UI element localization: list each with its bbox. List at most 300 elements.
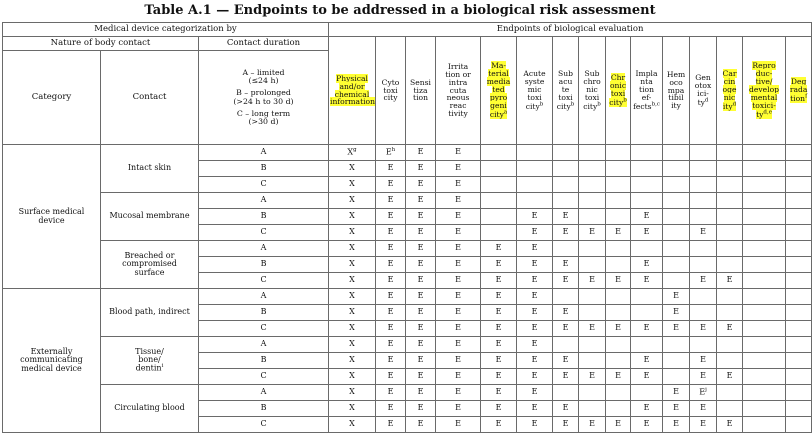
endpoint-cell: E	[517, 241, 553, 257]
endpoint-cell: E	[436, 401, 481, 417]
endpoint-cell: E	[690, 401, 717, 417]
endpoint-cell	[631, 145, 663, 161]
endpoint-cell: E	[553, 369, 579, 385]
endpoint-label: Chr onic toxi city$^b$	[609, 73, 627, 107]
endpoint-cell: E	[606, 417, 631, 433]
duration-cell: B	[199, 401, 329, 417]
endpoint-cell	[786, 321, 812, 337]
endpoint-cell	[786, 289, 812, 305]
endpoint-cell	[743, 193, 786, 209]
endpoint-cell	[579, 161, 606, 177]
category-header: Category	[3, 51, 101, 145]
endpoint-cell: E	[376, 305, 406, 321]
endpoint-cell: E	[406, 369, 436, 385]
endpoint-cell	[786, 177, 812, 193]
endpoint-cell: E	[481, 321, 517, 337]
endpoint-cell: E	[436, 225, 481, 241]
endpoint-cell: E	[406, 337, 436, 353]
endpoint-cell: E	[406, 417, 436, 433]
endpoint-cell: E	[553, 401, 579, 417]
endpoint-cell	[786, 161, 812, 177]
endpoint-cell	[579, 289, 606, 305]
endpoint-degradation	[786, 37, 812, 145]
endpoint-cell	[743, 401, 786, 417]
endpoint-cell	[743, 369, 786, 385]
endpoint-cell: E	[606, 369, 631, 385]
endpoint-cell	[606, 241, 631, 257]
cell-footnote-mark: h	[391, 146, 396, 153]
table-row	[3, 145, 812, 161]
endpoint-cell: E	[436, 305, 481, 321]
endpoint-label: Cyto toxi city	[381, 77, 400, 103]
endpoint-cell: X	[329, 305, 376, 321]
endpoint-physical-chemical	[329, 37, 376, 145]
endpoint-cell	[553, 193, 579, 209]
endpoint-cell	[481, 225, 517, 241]
endpoint-irritation	[436, 37, 481, 145]
endpoint-cell: E	[517, 289, 553, 305]
endpoint-cell: E	[517, 353, 553, 369]
endpoint-label: Sub chro nic toxi city$^b$	[583, 69, 601, 111]
endpoint-cell	[717, 225, 743, 241]
endpoint-cell	[717, 257, 743, 273]
endpoint-cell	[717, 353, 743, 369]
endpoint-cell	[690, 305, 717, 321]
endpoint-cell: X	[329, 257, 376, 273]
duration-legend-line: A – limited	[242, 67, 285, 77]
endpoint-cell	[517, 193, 553, 209]
endpoint-cell: E	[436, 369, 481, 385]
endpoint-cell: E	[406, 305, 436, 321]
endpoint-cell: E	[631, 209, 663, 225]
endpoint-cell: $E^h$	[376, 145, 406, 161]
endpoint-acute-systemic-toxicity	[517, 37, 553, 145]
endpoint-cell	[579, 305, 606, 321]
duration-legend-line: B – prolonged	[236, 88, 291, 98]
endpoint-footnote-mark: d,e	[763, 109, 772, 116]
endpoint-cell: E	[376, 241, 406, 257]
endpoint-label: Sensi tiza tion	[410, 77, 431, 103]
endpoint-cell: E	[481, 337, 517, 353]
endpoint-cell: E	[579, 417, 606, 433]
endpoint-cell: E	[606, 273, 631, 289]
endpoint-cell	[663, 177, 690, 193]
endpoint-cell: E	[376, 353, 406, 369]
endpoint-cell: X	[329, 241, 376, 257]
endpoint-cell	[690, 289, 717, 305]
duration-cell: A	[199, 145, 329, 161]
endpoint-cell: E	[481, 241, 517, 257]
endpoint-cell	[517, 177, 553, 193]
endpoint-cell	[690, 161, 717, 177]
endpoint-cell	[663, 241, 690, 257]
endpoint-cell: E	[631, 225, 663, 241]
endpoint-cell: $X^g$	[329, 145, 376, 161]
endpoint-cell: E	[553, 273, 579, 289]
endpoint-cell: E	[663, 305, 690, 321]
endpoint-cell	[606, 145, 631, 161]
endpoint-cell: E	[406, 145, 436, 161]
endpoint-cell	[579, 145, 606, 161]
endpoint-cell	[786, 417, 812, 433]
endpoint-cell	[579, 209, 606, 225]
endpoint-cell: E	[436, 353, 481, 369]
endpoint-cell	[553, 337, 579, 353]
endpoint-cell: X	[329, 161, 376, 177]
endpoint-cell	[631, 241, 663, 257]
endpoint-cell: X	[329, 401, 376, 417]
endpoint-cell	[743, 225, 786, 241]
endpoint-cell: E	[406, 385, 436, 401]
endpoint-cell: E	[517, 273, 553, 289]
endpoint-cell: E	[579, 321, 606, 337]
endpoint-cell: E	[436, 321, 481, 337]
endpoint-cell: E	[436, 273, 481, 289]
endpoint-label: Impla nta tion ef- fects$^{b,c}$	[633, 69, 660, 111]
endpoint-cell	[579, 257, 606, 273]
endpoint-cell	[553, 145, 579, 161]
endpoint-cell	[743, 305, 786, 321]
endpoint-cell	[786, 225, 812, 241]
duration-cell: B	[199, 161, 329, 177]
endpoint-cell: E	[606, 321, 631, 337]
endpoint-cell: E	[663, 417, 690, 433]
endpoint-cell: E	[553, 257, 579, 273]
duration-cell: A	[199, 289, 329, 305]
endpoint-cell: E	[690, 353, 717, 369]
contact-header: Contact	[101, 51, 199, 145]
endpoint-cell	[690, 241, 717, 257]
endpoint-cell: E	[517, 385, 553, 401]
endpoint-footnote-mark: b	[623, 97, 627, 104]
endpoint-cell	[606, 289, 631, 305]
endpoint-cell: E	[436, 161, 481, 177]
endpoint-cell: E	[376, 257, 406, 273]
endpoint-cell: E	[553, 305, 579, 321]
endpoint-cell: E	[631, 321, 663, 337]
endpoint-cell	[786, 241, 812, 257]
endpoint-cell: E	[631, 417, 663, 433]
endpoint-cell: E	[376, 401, 406, 417]
endpoint-cell: E	[690, 369, 717, 385]
endpoint-cell: E	[436, 385, 481, 401]
nature-header: Nature of body contact	[3, 37, 199, 51]
endpoint-cell	[786, 401, 812, 417]
endpoint-cell: E	[663, 321, 690, 337]
endpoint-cell	[690, 145, 717, 161]
endpoint-cell: E	[436, 145, 481, 161]
endpoint-cell: X	[329, 321, 376, 337]
endpoint-cell	[663, 209, 690, 225]
contact-cell: Circulating blood	[101, 385, 199, 433]
endpoint-cell	[786, 257, 812, 273]
endpoint-cell: E	[481, 305, 517, 321]
endpoint-cell	[786, 193, 812, 209]
endpoint-footnote-mark: b,c	[651, 101, 660, 108]
endpoint-footnote-mark: d	[704, 97, 709, 104]
endpoint-cell: X	[329, 225, 376, 241]
endpoint-cell: E	[406, 353, 436, 369]
endpoint-cell	[786, 145, 812, 161]
endpoint-cell	[743, 209, 786, 225]
endpoint-cell: E	[579, 273, 606, 289]
endpoint-cell: E	[517, 417, 553, 433]
endpoint-cell: E	[406, 225, 436, 241]
endpoint-cell	[517, 145, 553, 161]
duration-cell: C	[199, 177, 329, 193]
endpoint-cell	[579, 193, 606, 209]
table-row	[3, 385, 812, 401]
endpoint-cell	[743, 417, 786, 433]
endpoint-cell: E	[690, 273, 717, 289]
duration-cell: A	[199, 385, 329, 401]
endpoint-cell	[717, 193, 743, 209]
duration-legend	[199, 51, 329, 145]
endpoint-cell: E	[436, 417, 481, 433]
endpoint-sensitization	[406, 37, 436, 145]
duration-cell: A	[199, 193, 329, 209]
endpoint-cell: E	[579, 225, 606, 241]
endpoint-cell: E	[436, 209, 481, 225]
endpoint-cell: E	[553, 417, 579, 433]
endpoint-cell	[631, 337, 663, 353]
table-row	[3, 289, 812, 305]
endpoint-cell: E	[481, 289, 517, 305]
duration-cell: B	[199, 257, 329, 273]
category-cell: Surface medical device	[3, 145, 101, 289]
contact-cell: Tissue/ bone/ dentin$^i$	[101, 337, 199, 385]
endpoint-cell: X	[329, 273, 376, 289]
endpoint-cell	[631, 289, 663, 305]
endpoint-cell: E	[517, 401, 553, 417]
endpoint-cell	[663, 337, 690, 353]
table-row	[3, 337, 812, 353]
duration-cell: C	[199, 369, 329, 385]
duration-cell: C	[199, 417, 329, 433]
endpoint-cell: E	[717, 273, 743, 289]
endpoint-cytotoxicity	[376, 37, 406, 145]
endpoint-cell	[481, 145, 517, 161]
duration-cell: B	[199, 305, 329, 321]
endpoint-cell	[717, 209, 743, 225]
endpoint-cell	[690, 209, 717, 225]
endpoint-cell	[743, 321, 786, 337]
duration-cell: A	[199, 241, 329, 257]
endpoint-label: Irrita tion or intra cuta neous reac tivity	[445, 61, 471, 119]
endpoint-cell: E	[376, 193, 406, 209]
endpoint-cell: E	[690, 321, 717, 337]
endpoint-cell	[631, 305, 663, 321]
endpoint-cell: E	[517, 321, 553, 337]
endpoint-cell: E	[376, 417, 406, 433]
endpoint-cell: E	[631, 401, 663, 417]
endpoint-cell	[517, 161, 553, 177]
endpoint-cell: E	[631, 369, 663, 385]
endpoint-cell: E	[406, 177, 436, 193]
endpoint-cell: E	[663, 385, 690, 401]
endpoint-cell: E	[717, 321, 743, 337]
endpoint-cell	[663, 225, 690, 241]
endpoint-cell: E	[406, 193, 436, 209]
endpoint-label: Physical and/or chemical information	[330, 73, 376, 107]
endpoint-cell: E	[631, 257, 663, 273]
endpoint-label: Ma- terial media ted pyro geni city$^a$	[486, 61, 511, 119]
endpoint-cell: E	[663, 289, 690, 305]
endpoint-cell	[579, 353, 606, 369]
endpoint-cell: E	[376, 225, 406, 241]
endpoint-cell	[631, 177, 663, 193]
endpoint-cell: E	[406, 289, 436, 305]
endpoint-cell	[553, 289, 579, 305]
endpoint-cell: X	[329, 417, 376, 433]
endpoint-cell	[743, 337, 786, 353]
endpoint-cell	[717, 241, 743, 257]
endpoint-cell: X	[329, 209, 376, 225]
endpoint-cell	[663, 353, 690, 369]
endpoint-cell	[606, 353, 631, 369]
endpoint-cell: E	[376, 337, 406, 353]
endpoint-label: Repro duc- tive/ develop mental toxici- ty$^{d,e}$	[749, 61, 780, 119]
endpoint-cell: E	[481, 273, 517, 289]
endpoint-cell	[690, 257, 717, 273]
endpoint-cell	[553, 385, 579, 401]
endpoint-cell	[663, 369, 690, 385]
endpoint-cell: E	[553, 321, 579, 337]
endpoint-cell: E	[481, 385, 517, 401]
endpoint-cell	[717, 385, 743, 401]
endpoint-genotoxicity	[690, 37, 717, 145]
contact-cell: Mucosal membrane	[101, 193, 199, 241]
endpoint-cell	[743, 241, 786, 257]
endpoint-cell: E	[481, 257, 517, 273]
endpoint-subacute-toxicity	[553, 37, 579, 145]
duration-cell: C	[199, 321, 329, 337]
endpoint-cell	[481, 209, 517, 225]
endpoint-label: Deg rada tion$^f$	[789, 77, 808, 103]
endpoint-cell	[579, 241, 606, 257]
endpoint-cell	[553, 241, 579, 257]
endpoint-cell: E	[517, 369, 553, 385]
cell-footnote-mark: g	[353, 146, 357, 153]
endpoint-cell: E	[376, 177, 406, 193]
endpoint-carcinogenicity	[717, 37, 743, 145]
endpoint-cell	[631, 385, 663, 401]
endpoint-cell	[717, 161, 743, 177]
endpoint-cell: E	[663, 401, 690, 417]
endpoint-pyrogenicity	[481, 37, 517, 145]
endpoint-cell: E	[406, 161, 436, 177]
endpoint-cell: E	[376, 289, 406, 305]
endpoint-cell	[786, 305, 812, 321]
endpoint-cell	[481, 193, 517, 209]
endpoint-cell	[717, 305, 743, 321]
endpoint-cell: E	[376, 161, 406, 177]
endpoint-cell	[743, 257, 786, 273]
endpoint-cell: E	[406, 241, 436, 257]
endpoint-cell: E	[631, 353, 663, 369]
endpoint-cell: E	[690, 417, 717, 433]
endpoint-footnote-mark: d	[732, 101, 737, 108]
endpoint-cell: E	[436, 241, 481, 257]
endpoint-cell: E	[376, 209, 406, 225]
endpoint-cell	[553, 161, 579, 177]
endpoint-cell	[606, 385, 631, 401]
endpoint-cell	[786, 385, 812, 401]
endpoint-cell	[663, 145, 690, 161]
contact-cell: Blood path, indirect	[101, 289, 199, 337]
endpoint-cell: E	[717, 369, 743, 385]
endpoint-cell	[579, 177, 606, 193]
endpoint-cell	[663, 257, 690, 273]
endpoint-cell: E	[436, 289, 481, 305]
endpoint-cell	[690, 177, 717, 193]
endpoint-cell	[579, 337, 606, 353]
endpoint-cell	[663, 161, 690, 177]
endpoint-cell: E	[517, 337, 553, 353]
endpoint-cell: E	[553, 225, 579, 241]
endpoint-cell: E	[376, 321, 406, 337]
endpoint-cell	[690, 337, 717, 353]
endpoint-cell	[690, 193, 717, 209]
endpoint-cell	[663, 273, 690, 289]
endpoint-cell	[606, 161, 631, 177]
duration-header: Contact duration	[199, 37, 329, 51]
endpoint-cell: E	[406, 257, 436, 273]
endpoint-cell	[717, 289, 743, 305]
endpoint-cell	[786, 369, 812, 385]
endpoint-cell: E	[406, 401, 436, 417]
contact-footnote-mark: i	[161, 363, 164, 370]
duration-cell: B	[199, 353, 329, 369]
duration-cell: B	[199, 209, 329, 225]
endpoint-cell	[606, 305, 631, 321]
endpoint-cell: E	[406, 209, 436, 225]
category-cell: Externally communicating medical device	[3, 289, 101, 433]
endpoint-cell	[606, 257, 631, 273]
endpoint-cell	[786, 337, 812, 353]
endpoint-cell	[606, 401, 631, 417]
endpoint-cell: E	[436, 193, 481, 209]
endpoint-cell	[743, 289, 786, 305]
endpoint-cell	[786, 273, 812, 289]
endpoint-cell: E	[631, 273, 663, 289]
endpoint-cell: E	[517, 305, 553, 321]
endpoint-cell	[743, 177, 786, 193]
endpoint-cell: E	[481, 417, 517, 433]
endpoint-cell	[606, 209, 631, 225]
endpoint-cell	[579, 385, 606, 401]
endpoint-cell	[717, 337, 743, 353]
endpoint-subchronic-toxicity	[579, 37, 606, 145]
endpoint-cell: E	[717, 417, 743, 433]
endpoint-cell	[481, 161, 517, 177]
endpoint-cell: E	[481, 369, 517, 385]
endpoint-cell: E	[517, 209, 553, 225]
endpoint-cell	[606, 337, 631, 353]
endpoint-cell: X	[329, 353, 376, 369]
table-title: Table A.1 — Endpoints to be addressed in a biological risk assessment	[144, 3, 656, 18]
endpoint-hemocompatibility	[663, 37, 690, 145]
endpoint-cell	[743, 353, 786, 369]
endpoint-cell: E	[517, 225, 553, 241]
endpoint-footnote-mark: f	[805, 93, 808, 100]
duration-cell: A	[199, 337, 329, 353]
endpoints-table	[2, 22, 812, 433]
endpoint-cell: E	[517, 257, 553, 273]
endpoint-label: Acute syste mic toxi city$^b$	[523, 69, 546, 111]
endpoint-label: Car cin oge nic ity$^d$	[722, 69, 737, 111]
endpoint-cell: X	[329, 337, 376, 353]
